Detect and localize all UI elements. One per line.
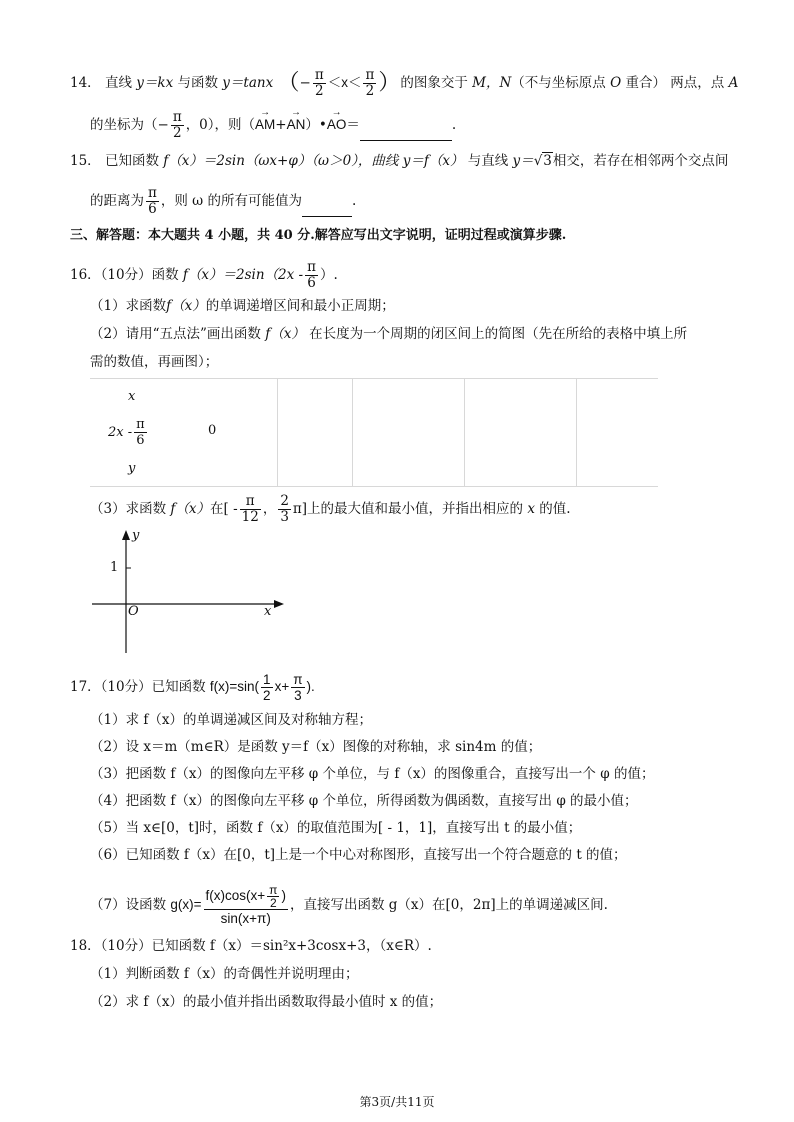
q15-frac-pi-6 bbox=[146, 186, 159, 217]
row-label-y: y bbox=[128, 460, 136, 476]
num-text: ) bbox=[281, 888, 286, 904]
q16-part2-line1 bbox=[90, 324, 687, 344]
q16-frac-2-3 bbox=[278, 494, 291, 525]
q14-minus: − bbox=[157, 117, 169, 133]
frac-num: π bbox=[269, 883, 278, 897]
q17-gx: g(x)= bbox=[170, 897, 202, 912]
q14-lt: ＜ bbox=[327, 75, 342, 91]
row-label-x: x bbox=[128, 388, 136, 404]
q14-text: 直线 bbox=[104, 75, 132, 91]
q17-fx: f(x)=sin( bbox=[209, 679, 260, 694]
frac-den: 2 bbox=[172, 125, 182, 141]
q16-function: f（x）＝2sin（2x - bbox=[182, 267, 304, 283]
q17-tail: ). bbox=[306, 679, 315, 694]
frac-den: 3 bbox=[294, 688, 302, 703]
q17-item6: （6）已知函数 f（x）在[0，t]上是一个中心对称图形，直接写出一个符合题意的 t 的值； bbox=[90, 847, 627, 863]
frac-num: π bbox=[148, 185, 157, 201]
q16-fx: f（x） bbox=[166, 298, 206, 314]
q15-number: 15． bbox=[70, 153, 101, 169]
frac-den: 3 bbox=[280, 509, 289, 525]
table-cell[interactable] bbox=[576, 378, 658, 414]
table-bottom-border bbox=[90, 486, 658, 487]
frac-num: π bbox=[314, 67, 324, 83]
q17-gx-denominator: sin(x+π) bbox=[220, 911, 271, 926]
q15-text: 相交，若存在相邻两个交点间 bbox=[552, 153, 729, 169]
table-cell[interactable] bbox=[576, 450, 658, 486]
q18-item2: （2）求 f（x）的最小值并指出函数取得最小值时 x 的值； bbox=[90, 994, 443, 1010]
section-3-heading: 三、解答题：本大题共 4 小题，共 40 分.解答应写出文字说明，证明过程或演算步骤. bbox=[70, 228, 567, 243]
q16-text: 的单调递增区间和最小正周期； bbox=[205, 298, 395, 314]
row-label-2x: 2x - bbox=[108, 424, 133, 440]
q14-text: ，0），则（ bbox=[185, 117, 256, 133]
q16-number: 16．（10分）函数 bbox=[70, 267, 179, 283]
q16-text: 在[ - bbox=[210, 501, 238, 517]
frac-num: π bbox=[172, 109, 182, 125]
frac-num: π bbox=[293, 672, 303, 687]
q18-item1: （1）判断函数 f（x）的奇偶性并说明理由； bbox=[90, 966, 359, 982]
q15-line2 bbox=[90, 186, 356, 217]
table-cell[interactable] bbox=[464, 378, 576, 414]
table-cell[interactable] bbox=[464, 450, 576, 486]
q14-lt: ＜ bbox=[347, 75, 362, 91]
row-label-frac bbox=[134, 417, 147, 448]
q17-item3: （3）把函数 f（x）的图像向左平移 φ 个单位，与 f（x）的图像重合，直接写出一个 φ 的值； bbox=[90, 766, 655, 782]
q14-text: （不与坐标原点 bbox=[511, 75, 606, 91]
q15-curve: y＝f（x） bbox=[402, 153, 464, 169]
q14-vec-ao: → AO bbox=[327, 115, 347, 135]
table-row bbox=[90, 450, 658, 486]
q14-text: 与函数 bbox=[177, 75, 218, 91]
axis-label-y: y bbox=[132, 528, 140, 543]
table-cell[interactable] bbox=[277, 414, 352, 450]
frac-den: 2 bbox=[263, 688, 271, 703]
q14-line2 bbox=[90, 110, 456, 141]
x-axis-arrow-icon bbox=[274, 600, 284, 608]
q14-vec-am: → AM bbox=[255, 115, 275, 135]
q14-paren: ） bbox=[305, 117, 319, 133]
q16-frac-pi-6 bbox=[305, 260, 318, 291]
q14-plus: + bbox=[275, 117, 287, 133]
q16-part2-line2: 需的数值，再画图）； bbox=[90, 354, 219, 370]
q14-mn: M，N bbox=[472, 75, 512, 91]
q17-frac-pi-3 bbox=[291, 672, 304, 703]
q14-answer-blank[interactable] bbox=[360, 120, 452, 141]
q14-vec-an: → AN bbox=[287, 115, 306, 135]
q17-text: （7）设函数 bbox=[90, 897, 167, 913]
q17-frac-gx bbox=[204, 884, 288, 927]
q14-frac-pi-2b bbox=[363, 68, 376, 99]
table-cell[interactable] bbox=[352, 450, 464, 486]
q15-text: 与直线 bbox=[467, 153, 509, 169]
q15-text: 的距离为 bbox=[90, 193, 144, 209]
coordinate-axes bbox=[86, 528, 296, 658]
q15-y: y＝ bbox=[512, 153, 534, 169]
q16-head bbox=[70, 260, 338, 291]
q16-comma: ， bbox=[262, 501, 277, 517]
q16-text: 在长度为一个周期的闭区间上的简图（先在所给的表格中填上所 bbox=[309, 326, 688, 342]
q17-gx-numerator bbox=[204, 884, 288, 910]
table-cell[interactable] bbox=[352, 378, 464, 414]
q14-dot: • bbox=[318, 117, 327, 133]
q16-part1 bbox=[90, 296, 395, 316]
q14-text: 的坐标为（ bbox=[90, 117, 158, 133]
table-cell-label bbox=[90, 378, 277, 414]
frac-den: 2 bbox=[365, 83, 375, 99]
y-axis-arrow-icon bbox=[122, 530, 130, 540]
q16-part3 bbox=[90, 494, 571, 525]
q17-item1: （1）求 f（x）的单调递减区间及对称轴方程； bbox=[90, 712, 372, 728]
frac-den: 2 bbox=[269, 896, 277, 910]
q16-text: 的值. bbox=[539, 501, 571, 517]
q17-item4: （4）把函数 f（x）的图像向左平移 φ 个单位，所得函数为偶函数，直接写出 φ 的最小值； bbox=[90, 793, 638, 809]
q17-item7 bbox=[90, 884, 608, 927]
table-cell-label bbox=[90, 450, 277, 486]
frac-num: π bbox=[307, 259, 316, 275]
table-cell[interactable] bbox=[464, 414, 576, 450]
q15-line1 bbox=[70, 151, 728, 171]
q14-o: O bbox=[610, 75, 622, 91]
q14-minus: − bbox=[299, 75, 311, 91]
table-row bbox=[90, 378, 658, 414]
table-cell-label bbox=[90, 414, 277, 450]
num-text: f(x)cos(x+ bbox=[205, 888, 266, 904]
q14-paren: ） bbox=[378, 70, 401, 96]
q14-paren: （ bbox=[277, 70, 300, 96]
q16-text: π]上的最大值和最小值，并指出相应的 bbox=[292, 501, 524, 517]
q14-equals: ＝ bbox=[346, 117, 360, 133]
q17-item5: （5）当 x∈[0，t]时，函数 f（x）的取值范围为[ - 1，1]，直接写出 t 的最小值； bbox=[90, 820, 582, 836]
q17-frac-pi-2 bbox=[267, 884, 279, 909]
q15-sqrt-3: 3 bbox=[543, 153, 552, 169]
frac-num: π bbox=[240, 494, 261, 510]
q15-text: ，则 ω 的所有可能值为 bbox=[160, 193, 302, 209]
q14-eq-tan: y＝tanx bbox=[222, 75, 274, 91]
q16-fx: f（x） bbox=[170, 501, 211, 517]
q14-a: A bbox=[728, 75, 739, 91]
q16-text: （1）求函数 bbox=[90, 298, 167, 314]
frac-num: 2 bbox=[280, 493, 289, 509]
frac-num: 1 bbox=[263, 672, 271, 687]
axis-label-origin: O bbox=[128, 604, 139, 619]
q16-text: （2）请用“五点法”画出函数 bbox=[90, 326, 261, 342]
q15-text: 已知函数 bbox=[104, 153, 159, 169]
table-cell[interactable] bbox=[576, 414, 658, 450]
q17-frac-1-2 bbox=[261, 672, 273, 703]
frac-num: π bbox=[365, 67, 375, 83]
q15-sqrt: √3 bbox=[533, 153, 552, 169]
q14-number: 14． bbox=[70, 75, 101, 91]
axis-label-1: 1 bbox=[110, 560, 119, 575]
q17-item2: （2）设 x＝m（m∈R）是函数 y＝f（x）图像的对称轴，求 sin4m 的值； bbox=[90, 739, 542, 755]
page-footer: 第3页/共11页 bbox=[359, 1095, 435, 1109]
q14-text: 的图象交于 bbox=[400, 75, 468, 91]
q14-frac-pi-2c bbox=[171, 110, 184, 141]
q16-fx: f（x） bbox=[265, 326, 305, 342]
axis-label-x: x bbox=[264, 604, 272, 619]
q18-head: 18．（10分）已知函数 f（x）＝sin²x+3cosx+3，（x∈R）. bbox=[70, 938, 432, 954]
q14-end: . bbox=[451, 117, 457, 133]
frac-den: 6 bbox=[148, 201, 157, 217]
q15-end: . bbox=[351, 193, 357, 209]
q17-text: ，直接写出函数 g（x）在[0，2π]上的单调递减区间. bbox=[289, 897, 608, 913]
q16-text: （3）求函数 bbox=[90, 501, 167, 517]
frac-den: 6 bbox=[136, 432, 145, 448]
frac-den: 2 bbox=[314, 83, 324, 99]
q17-head bbox=[70, 672, 315, 703]
q14-text: 重合） 两点，点 bbox=[625, 75, 725, 91]
q14-frac-pi-2 bbox=[313, 68, 326, 99]
frac-den: 12 bbox=[241, 509, 259, 525]
five-point-table bbox=[90, 378, 658, 486]
row-value-0: 0 bbox=[208, 423, 217, 438]
q15-function: f（x）＝2sin（ωx+φ）（ω＞0），曲线 bbox=[163, 153, 399, 169]
frac-num: π bbox=[136, 416, 145, 432]
table-cell[interactable] bbox=[352, 414, 464, 450]
q17-xplus: x+ bbox=[274, 679, 290, 694]
q16-tail: ）. bbox=[319, 267, 338, 283]
q14-line1 bbox=[70, 68, 738, 99]
q14-eq-line: y＝kx bbox=[136, 75, 174, 91]
frac-den: 6 bbox=[307, 275, 316, 291]
q14-x: x bbox=[341, 75, 348, 90]
q17-number: 17．（10分）已知函数 bbox=[70, 679, 206, 695]
table-cell[interactable] bbox=[277, 378, 352, 414]
q16-frac-pi-12 bbox=[240, 494, 261, 525]
table-cell[interactable] bbox=[277, 450, 352, 486]
table-row bbox=[90, 414, 658, 450]
q15-answer-blank[interactable] bbox=[302, 196, 352, 217]
q16-x: x bbox=[527, 501, 535, 517]
